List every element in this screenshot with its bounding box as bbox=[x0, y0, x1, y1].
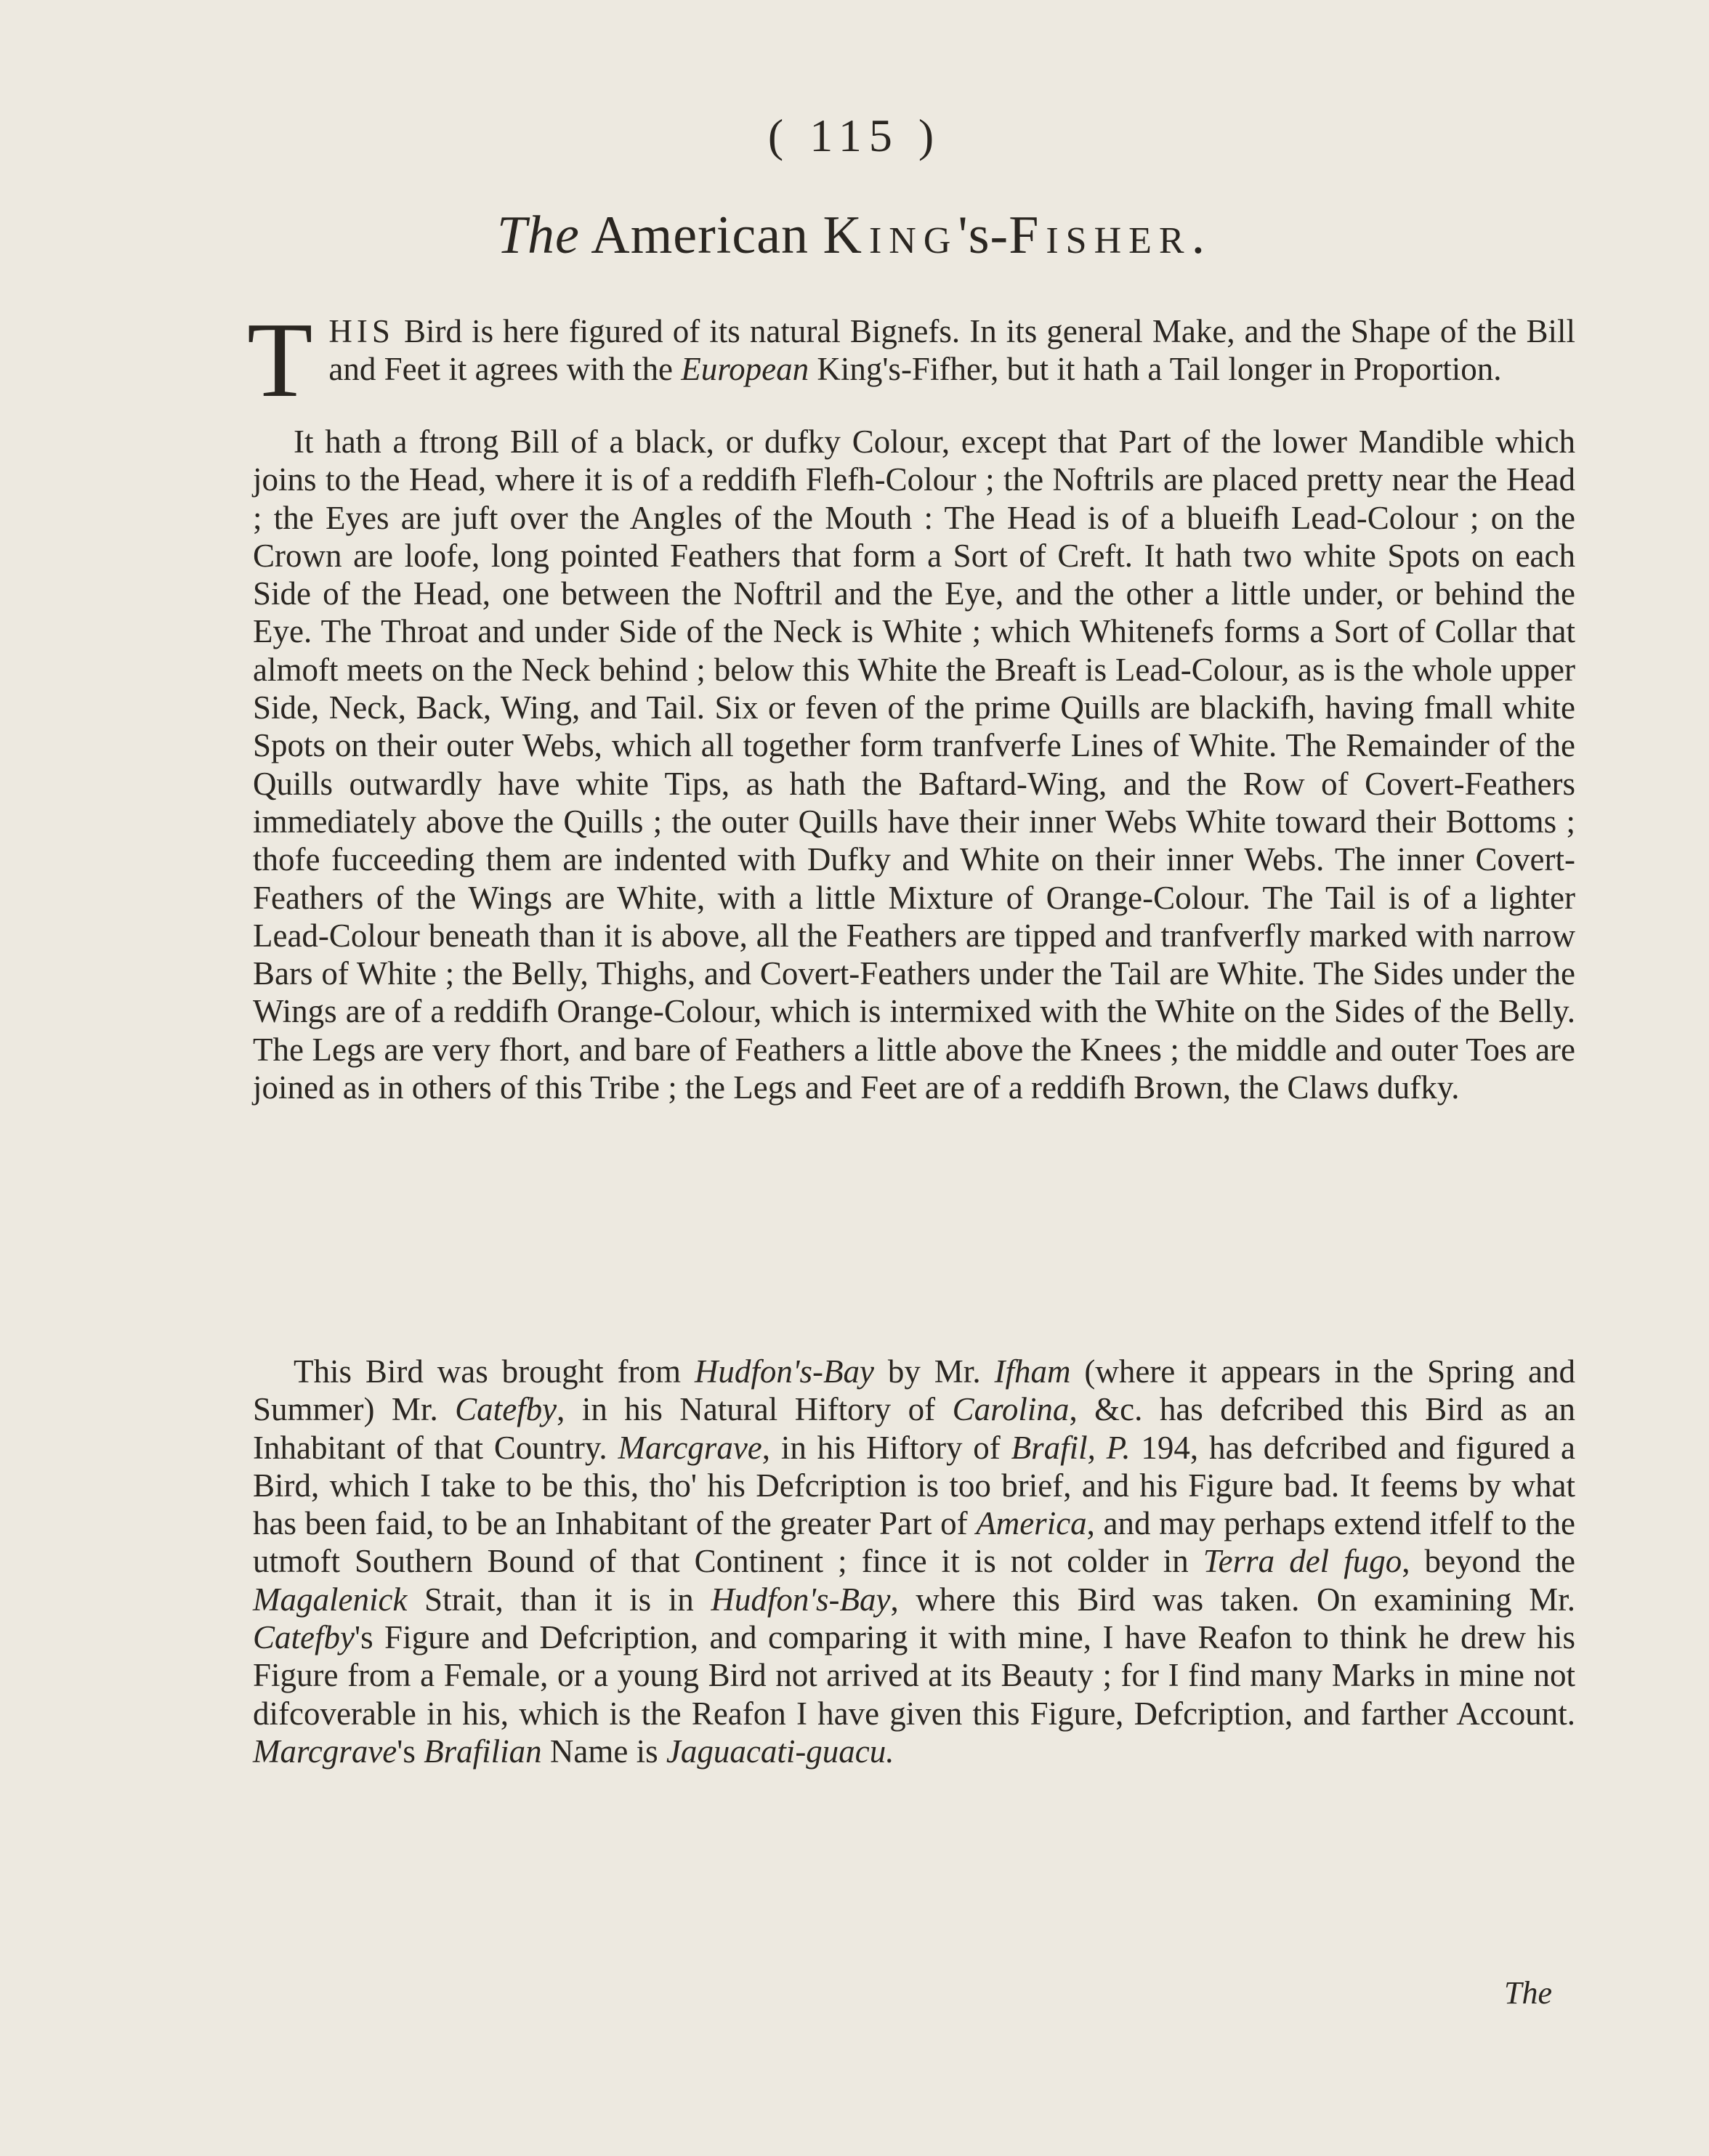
title-kings: King bbox=[823, 206, 958, 265]
text-segment: Name is bbox=[541, 1732, 666, 1770]
italic-term: Catefby bbox=[253, 1619, 355, 1656]
text-segment: Bird is here figured of its natural Bignefs. In its general Make, and the Shape of the Bill and Feet it agrees with the bbox=[328, 313, 1575, 388]
italic-term: Ifham bbox=[994, 1353, 1071, 1390]
title-apostrophe: 's- bbox=[958, 206, 1009, 265]
text-segment: , in his Natural Hiftory of bbox=[557, 1391, 953, 1428]
text-segment: 's Figure and Defcription, and comparing it with mine, I have Reafon to think he drew his Figure from a Female, or a young Bird not arrived at its Beauty ; for I find many Marks in mine not difcoverable in his, which is the Reafon I have given this Figure, Defcription, and farther Account. bbox=[253, 1619, 1575, 1732]
title-lead: The bbox=[496, 206, 580, 265]
text-segment: by Mr. bbox=[874, 1353, 995, 1390]
text-segment: 194, has defcribed and figured a Bird, which I take to be this, tho' his Defcription is too brief, and his Figure bad. It feems by what has been faid, to be an Inhabitant of the greater Part of bbox=[253, 1429, 1576, 1542]
page-title bbox=[0, 205, 1709, 267]
italic-term: America bbox=[976, 1505, 1087, 1542]
text-segment: This Bird was brought from bbox=[294, 1353, 695, 1390]
text-segment: 's bbox=[397, 1732, 424, 1770]
text-segment: (where it appears in the Spring and Summer) Mr. bbox=[253, 1353, 1576, 1428]
text-segment: , &c. has defcribed this Bird as an Inhabitant of that Country. bbox=[253, 1391, 1575, 1466]
italic-term: Carolina bbox=[952, 1391, 1070, 1428]
drop-cap: T bbox=[247, 301, 313, 420]
text-segment: It hath a ftrong Bill of a black, or dufky Colour, except that Part of the lower Mandible which joins to the Head, where it is of a reddifh Flefh-Colour ; the Noftrils are placed pretty near the Head ; the Eyes are juft over the Angles of the Mouth : The Head is of a blueifh Lead-Colour ; on the Crown are loofe, long pointed Feathers that form a Sort of Creft. It hath two white Spots on each Side of the Head, one between the Noftril and the Eye, and the other a little under, or behind the Eye. The Throat and under Side of the Neck is White ; which Whitenefs forms a Sort of Collar that almoft meets on the Neck behind ; below this White the Breaft is Lead-Colour, as is the whole upper Side, Neck, Back, Wing, and Tail. Six or feven of the prime Quills are blackifh, having fmall white Spots on their outer Webs, which all together form tranfverfe Lines of White. The Remainder of the Quills outwardly have white Tips, as hath the Baftard-Wing, and the Row of Covert-Feathers immediately above the Quills ; the outer Quills have their inner Webs White toward their Bottoms ; thofe fucceeding them are indented with Dufky and White on their inner Webs. The inner Covert-Feathers of the Wings are White, with a little Mixture of Orange-Colour. The Tail is of a lighter Lead-Colour beneath than it is above, all the Feathers are tipped and tranfverfly marked with narrow Bars of White ; the Belly, Thighs, and Covert-Feathers under the Tail are White. The Sides under the Wings are of a reddifh Orange-Colour, which is intermixed with the White on the Sides of the Belly. The Legs are very fhort, and bare of Feathers a little above the Knees ; the middle and outer Toes are joined as in others of this Tribe ; the Legs and Feet are of a reddifh Brown, the Claws dufky. bbox=[253, 423, 1575, 1106]
italic-term: Catefby bbox=[455, 1391, 557, 1428]
paragraph-intro bbox=[247, 301, 1575, 420]
italic-term: Jaguacati-guacu. bbox=[666, 1732, 894, 1770]
first-word: HIS bbox=[328, 313, 395, 349]
text-segment: Strait, than it is in bbox=[407, 1581, 711, 1618]
text-segment: , beyond the bbox=[1402, 1543, 1575, 1580]
text-segment: , where this Bird was taken. On examining Mr. bbox=[890, 1581, 1575, 1618]
italic-term: Marcgrave bbox=[253, 1732, 397, 1770]
text-segment: , and may perhaps extend itfelf to the utmoft Southern Bound of that Continent ; fince it is not colder in bbox=[253, 1505, 1575, 1580]
text-segment: King's-Fifher, but it hath a Tail longer in Proportion. bbox=[809, 351, 1502, 388]
italic-term: Hudfon's-Bay bbox=[694, 1353, 875, 1390]
paragraph-description bbox=[253, 423, 1575, 1106]
text-segment: , in his Hiftory of bbox=[761, 1429, 1011, 1466]
italic-term: Marcgrave bbox=[618, 1429, 762, 1466]
page-number: ( 115 ) bbox=[767, 110, 942, 161]
italic-term: Magalenick bbox=[253, 1581, 408, 1618]
catchword: The bbox=[1504, 1975, 1552, 2011]
title-american: American bbox=[591, 206, 809, 265]
italic-term: Brafilian bbox=[424, 1732, 542, 1770]
italic-term: Hudfon's-Bay bbox=[711, 1581, 891, 1618]
italic-term: Brafil, P. bbox=[1011, 1429, 1131, 1466]
paragraph-origin bbox=[253, 1353, 1575, 1770]
italic-term: European bbox=[681, 351, 809, 388]
italic-term: Terra del fugo bbox=[1203, 1543, 1402, 1580]
title-fisher: Fisher. bbox=[1009, 206, 1213, 265]
